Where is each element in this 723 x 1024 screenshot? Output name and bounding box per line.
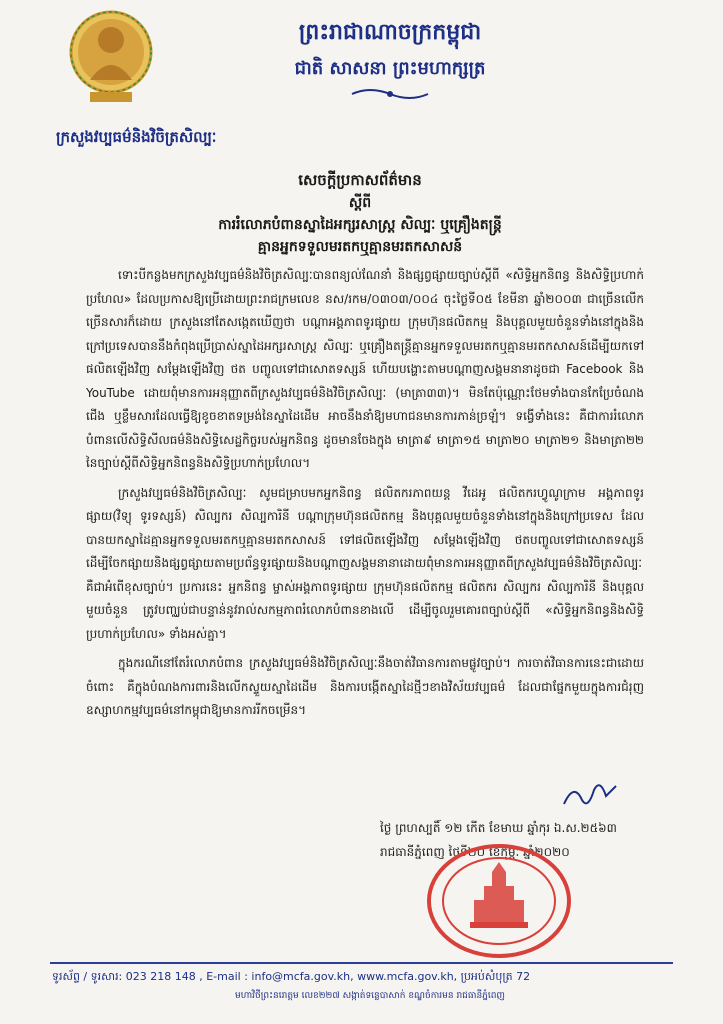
body-paragraph-3: ក្នុងករណីនៅតែរំលោភបំពាន ក្រសួងវប្បធម៌និងវិចិត្រសិល្បៈនឹងចាត់វិធានការតាមផ្លូវច្បាប់។ ការចាត់វិធានការនេះជាដោយចំពោះ គឺក្នុងបំណងការពារនិងលើកស្ទួយស្នាដៃដើម និងការបង្កើតស្នាដៃថ្មីៗខាងវិស័យវប្បធម៌ ដែលជាផ្នែកមួយក្នុងការជំរុញឧស្សាហកម្មវប្បធម៌នៅកម្ពុជាឱ្យមានការរីកចម្រើន។ <box>86 656 644 717</box>
announcement-body <box>86 264 644 729</box>
announcement-subject-line1: ការរំលោភបំពានស្នាដៃអក្សរសាស្ត្រ សិល្បៈ ឬគ្រឿងតន្ត្រី <box>218 217 502 233</box>
signature-mark-icon <box>560 776 620 812</box>
body-paragraph-1: ទោះបីកន្លងមកក្រសួងវប្បធម៌និងវិចិត្រសិល្បៈបានពន្យល់ណែនាំ និងផ្សព្វផ្សាយច្បាប់ស្ដីពី «សិទ្ធិអ្នកនិពន្ធ និងសិទ្ធិប្រហាក់ប្រហែល» ដែលប្រកាសឱ្យប្រើដោយព្រះរាជក្រមលេខ នស/រកម/០៣០៣/០០៤ ចុះថ្ងៃទី០៥ ខែមីនា ឆ្នាំ២០០៣ ជាច្រើនលើកច្រើនសារក៏ដោយ ក្រសួងនៅតែសង្កេតឃើញថា បណ្ដាអង្គភាពទូរផ្សាយ ក្រុមហ៊ុនផលិតកម្ម និងបុគ្គលមួយចំនួនទាំងនៅក្នុងនិងក្រៅប្រទេសបាននឹងកំពុងប្រើប្រាស់ស្នាដៃអក្សរសាស្ត្រ សិល្បៈ ឬគ្រឿងតន្ត្រីគ្មានអ្នកទទួលមរតកឬគ្មានមរតកសាសន៍ដើម្បីយកទៅផលិតឡើងវិញ សម្ដែងឡើងវិញ ថត បញ្ចូលទៅជាសោតទស្សន៍ ហើយបង្ហោះតាមបណ្ដាញសង្គមនានាដូចជា Facebook និង YouTube ដោយពុំមានការអនុញ្ញាតពីក្រសួងវប្បធម៌និងវិចិត្រសិល្បៈ (មាត្រា៣៣)។ មិនតែប៉ុណ្ណោះថែមទាំងបានកែប្រែចំណងជើង ឬខ្លឹមសារដែលធ្វើឱ្យខូចខាតទម្រង់នៃស្នាដៃដើម អាចនឹងនាំឱ្យមហាជនមានការភាន់ច្រឡំ។ ទង្វើទាំងនេះ គឺជាការរំលោភបំពានលើសិទ្ធិសីលធម៌និងសិទ្ធិសេដ្ឋកិច្ចរបស់អ្នកនិពន្ធ ដូចមានចែងក្នុង មាត្រា៩ មាត្រា១៥ មាត្រា២០ មាត្រា២១ និងមាត្រា២២ នៃច្បាប់ស្ដីពីសិទ្ធិអ្នកនិពន្ធនិងសិទ្ធិប្រហាក់ប្រហែល។ <box>86 268 644 470</box>
national-motto: ជាតិ សាសនា ព្រះមហាក្សត្រ <box>294 58 486 79</box>
kingdom-title: ព្រះរាជាណាចក្រកម្ពុជា <box>298 19 482 45</box>
official-seal-icon <box>424 842 574 960</box>
announcement-title: សេចក្ដីប្រកាសព័ត៌មាន <box>298 171 422 189</box>
ministry-name: ក្រសួងវប្បធម៌និងវិចិត្រសិល្បៈ <box>56 128 217 146</box>
solar-date: រាជធានីភ្នំពេញ ថ្ងៃទី២០ ខែកុម្ភៈ ឆ្នាំ២០២០ <box>380 845 570 859</box>
footer-address: មហាវិថីព្រះនរោត្តម លេខ២២៧ សង្កាត់ទន្លេបាសាក់ ខណ្ឌចំការមន រាជធានីភ្នំពេញ <box>234 991 506 1001</box>
announcement-subject-label: ស្ដីពី <box>348 195 372 211</box>
lunar-date: ថ្ងៃ ព្រហស្បតិ៍ ១២ កើត ខែមាឃ ឆ្នាំកុរ ឯ.ស.២៥៦៣ <box>380 821 617 835</box>
announcement-subject-line2: គ្មានអ្នកទទួលមរតកឬគ្មានមរតកសាសន៍ <box>257 239 463 255</box>
footer-contact: ទូរស័ព្ទ / ទូរសារ: 023 218 148 , E-mail : info@mcfa.gov.kh, www.mcfa.gov.kh, ប្រអប់សំបុត្រ 72 <box>52 970 531 983</box>
body-paragraph-2: ក្រសួងវប្បធម៌និងវិចិត្រសិល្បៈ សូមជម្រាបមកអ្នកនិពន្ធ ផលិតករភាពយន្ត វីដេអូ ផលិតករហ្វូណូក្រាម អង្គភាពទូរផ្សាយ(វិទ្យុ ទូរទស្សន៍) សិល្បករ សិល្បការិនី បណ្ដាក្រុមហ៊ុនផលិតកម្ម និងបុគ្គលមួយចំនួនទាំងនៅក្នុងនិងក្រៅប្រទេស ដែលបានយកស្នាដៃគ្មានអ្នកទទួលមរតកឬគ្មានមរតកសាសន៍ ទៅផលិតឡើងវិញ សម្ដែងឡើងវិញ ថតបញ្ចូលទៅជាសោតទស្សន៍ ដើម្បីចែកផ្សាយនិងផ្សព្វផ្សាយតាមប្រព័ន្ធទូរផ្សាយនិងបណ្ដាញសង្គមនានាដោយពុំមានការអនុញ្ញាតពីក្រសួងវប្បធម៌និងវិចិត្រសិល្បៈ គឺជាអំពើខុសច្បាប់។ ប្រការនេះ អ្នកនិពន្ធ ម្ចាស់អង្គភាពទូរផ្សាយ ក្រុមហ៊ុនផលិតកម្ម ផលិតករ សិល្បករ សិល្បការិនី និងបុគ្គលមួយចំនួន ត្រូវបញ្ឈប់ជាបន្ទាន់នូវរាល់សកម្មភាពរំលោភបំពានខាងលើ ដើម្បីចូលរួមគោរពច្បាប់ស្ដីពី «សិទ្ធិអ្នកនិពន្ធនិងសិទ្ធិប្រហាក់ប្រហែល» ទាំងអស់គ្នា។ <box>86 485 644 641</box>
footer-divider <box>50 962 673 964</box>
ornament-divider-icon <box>350 86 430 102</box>
announcement-title-block <box>120 168 600 258</box>
ministry-logo-icon <box>68 6 154 106</box>
